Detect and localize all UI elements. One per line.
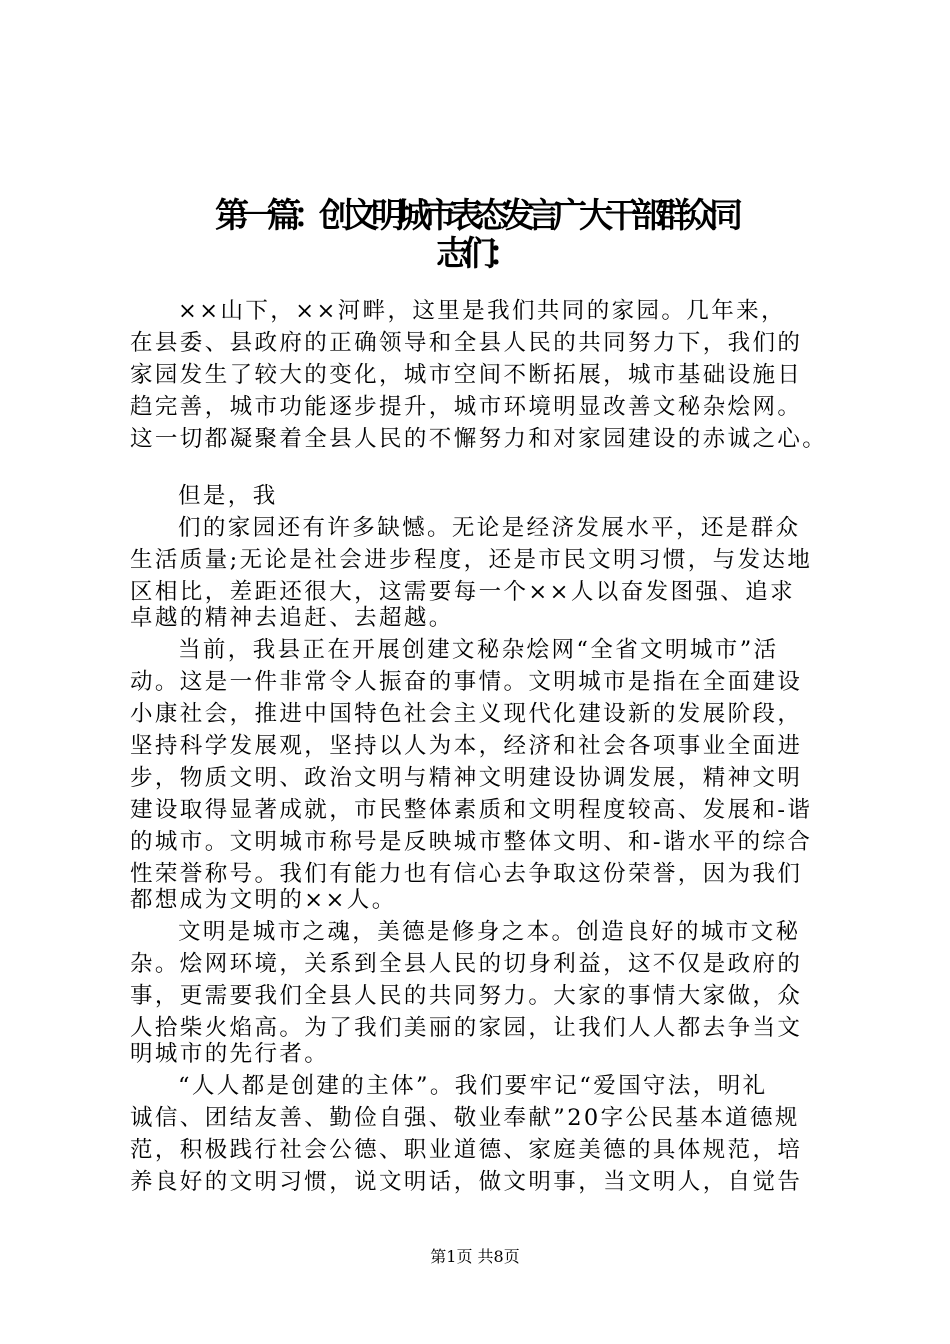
paragraph-line: 范，积极践行社会公德、职业道德、家庭美德的具体规范，培 xyxy=(130,1137,803,1163)
document-title-line-2: 志们： xyxy=(436,234,514,274)
paragraph-line: 都想成为文明的××人。 xyxy=(130,887,397,913)
paragraph-line: 事，更需要我们全县人民的共同努力。大家的事情大家做，众 xyxy=(130,983,803,1009)
paragraph-line: ××山下，××河畔，这里是我们共同的家园。几年来， xyxy=(178,298,786,324)
paragraph-line: 坚持科学发展观，坚持以人为本，经济和社会各项事业全面进 xyxy=(130,733,803,759)
paragraph-line: 这一切都凝聚着全县人民的不懈努力和对家园建设的赤诚之心。 xyxy=(130,426,828,452)
paragraph-line: 诚信、团结友善、勤俭自强、敬业奉献”20字公民基本道德规 xyxy=(130,1105,800,1131)
paragraph-line: 区相比，差距还很大，这需要每一个××人以奋发图强、追求 xyxy=(130,579,796,605)
paragraph-line: 人拾柴火焰高。为了我们美丽的家园，让我们人人都去争当文 xyxy=(130,1015,803,1041)
page-number: 第1页 共8页 xyxy=(430,1247,520,1266)
paragraph-line: 性荣誉称号。我们有能力也有信心去争取这份荣誉，因为我们 xyxy=(130,861,803,887)
paragraph-line: 家园发生了较大的变化，城市空间不断拓展，城市基础设施日 xyxy=(130,362,803,388)
paragraph-line: “人人都是创建的主体”。我们要牢记“爱国守法，明礼 xyxy=(178,1073,768,1099)
paragraph-line: 杂。烩网环境，关系到全县人民的切身利益，这不仅是政府的 xyxy=(130,951,803,977)
paragraph-line: 当前，我县正在开展创建文秘杂烩网“全省文明城市”活 xyxy=(178,637,779,663)
document-title-line-1: 第一篇：创文明城市表态发言广大干部群众同 xyxy=(215,196,735,236)
paragraph-line: 但是，我 xyxy=(178,483,278,509)
paragraph-line: 步，物质文明、政治文明与精神文明建设协调发展，精神文明 xyxy=(130,765,803,791)
paragraph-line: 小康社会，推进中国特色社会主义现代化建设新的发展阶段， xyxy=(130,701,803,727)
paragraph-line: 养良好的文明习惯，说文明话，做文明事，当文明人，自觉告 xyxy=(130,1169,803,1195)
paragraph-line: 文明是城市之魂，美德是修身之本。创造良好的城市文秘 xyxy=(178,919,801,945)
paragraph-line: 生活质量;无论是社会进步程度，还是市民文明习惯，与发达地 xyxy=(130,547,813,573)
paragraph-line: 卓越的精神去追赶、去超越。 xyxy=(130,605,454,631)
paragraph-line: 的城市。文明城市称号是反映城市整体文明、和-谐水平的综合 xyxy=(130,829,813,855)
paragraph-line: 明城市的先行者。 xyxy=(130,1041,330,1067)
paragraph-line: 动。这是一件非常令人振奋的事情。文明城市是指在全面建设 xyxy=(130,669,803,695)
paragraph-line: 趋完善，城市功能逐步提升，城市环境明显改善文秘杂烩网。 xyxy=(130,394,803,420)
paragraph-line: 建设取得显著成就，市民整体素质和文明程度较高、发展和-谐 xyxy=(130,797,813,823)
paragraph-line: 在县委、县政府的正确领导和全县人民的共同努力下，我们的 xyxy=(130,330,803,356)
paragraph-line: 们的家园还有许多缺憾。无论是经济发展水平，还是群众 xyxy=(178,515,801,541)
